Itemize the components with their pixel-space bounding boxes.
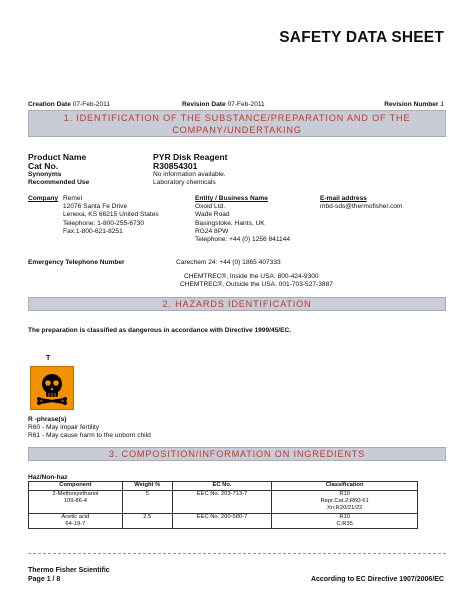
composition-table	[28, 481, 418, 529]
skull-crossbones-icon	[30, 366, 74, 410]
component-name: Acetic acid	[61, 513, 90, 520]
footer-directive: According to EC Directive 1907/2006/EC	[310, 576, 444, 583]
rphrase-item: R61 - May cause harm to the unborn child	[28, 432, 151, 439]
footer-page-label: Page	[28, 576, 45, 583]
ec-cell: EEC No. 203-713-7	[172, 491, 272, 514]
section-1-title-line2: COMPANY/UNDERTAKING	[172, 125, 302, 135]
column-header: Weight %	[122, 482, 172, 491]
entity-line: Basingstoke, Hants, UK	[195, 219, 265, 227]
footer-company: Thermo Fisher Scientific	[28, 567, 110, 574]
recommended-use-value: Laboratory chemicals	[153, 179, 216, 186]
recommended-use-label: Recommended Use	[28, 179, 90, 186]
cat-no-label: Cat No.	[28, 161, 59, 171]
entity-block	[195, 195, 290, 244]
entity-header: Entity / Business Name	[195, 195, 268, 202]
rphrase-item: R60 - May impair fertility	[28, 424, 100, 431]
classification-line: R10	[339, 491, 350, 497]
footer-page	[28, 576, 60, 585]
product-name-value: PYR Disk Reagent	[153, 152, 228, 162]
emergency-line: CHEMTREC®, Inside the USA: 800-424-9300	[184, 273, 319, 280]
component-cell	[29, 491, 123, 514]
composition-subheading: Haz/Non-haz	[28, 474, 68, 481]
section-3-header	[28, 447, 446, 461]
table-header-row	[29, 482, 418, 491]
section-1-header	[28, 110, 446, 137]
column-header: Component	[29, 482, 123, 491]
company-line: Telephone: 1-800-255-6730	[63, 219, 145, 227]
emergency-line: Carechem 24: +44 (0) 1865 407333	[176, 259, 281, 266]
section-2-title: 2. HAZARDS IDENTIFICATION	[162, 299, 312, 309]
weight-cell: 5	[122, 491, 172, 514]
classification-cell	[272, 491, 418, 514]
company-line: Fax:1-800-621-8251	[63, 227, 123, 235]
section-1-title-line1: 1. IDENTIFICATION OF THE SUBSTANCE/PREPARATION AND OF THE	[63, 113, 411, 123]
column-header: EC No.	[172, 482, 272, 491]
section-2-header	[28, 297, 446, 311]
revision-number-value: 1	[440, 101, 444, 108]
company-address	[63, 195, 159, 236]
creation-date-value: 07-Feb-2011	[72, 101, 110, 108]
entity-line: Telephone: +44 (0) 1256 841144	[195, 236, 291, 244]
creation-date	[28, 101, 110, 109]
rphrases-label: R -phrase(s)	[28, 416, 67, 423]
column-header: Classification	[272, 482, 418, 491]
company-line: 12076 Santa Fe Drive	[63, 203, 128, 211]
entity-line: Oxoid Ltd.	[195, 203, 226, 211]
table-row	[29, 491, 418, 514]
company-line: Lenexa, KS 66215 United States	[63, 211, 159, 219]
email-value: mbd-sds@thermofisher.com	[320, 203, 403, 211]
email-block	[320, 195, 403, 211]
weight-cell: 2.5	[122, 513, 172, 528]
component-name: 2-Methoxyethanol	[52, 491, 99, 497]
revision-date-label: Revision Date	[182, 101, 226, 108]
classification-line: C;R35	[336, 520, 353, 527]
revision-date	[182, 101, 265, 109]
footer-divider	[28, 553, 446, 554]
revision-number	[384, 101, 444, 109]
synonyms-value: No information available.	[153, 171, 226, 178]
synonyms-label: Synonyms	[28, 171, 62, 178]
table-row	[29, 513, 418, 528]
cat-no-value: R30854301	[153, 161, 198, 171]
section-3-title: 3. COMPOSITION/INFORMATION ON INGREDIENTS	[108, 449, 366, 459]
hazard-symbol-letter: T	[46, 355, 51, 362]
component-cell	[29, 513, 123, 528]
document-title: SAFETY DATA SHEET	[279, 29, 444, 46]
product-name-label: Product Name	[28, 152, 87, 162]
classification-line: Xn;R20/21/22	[326, 505, 363, 512]
company-label: Company	[28, 195, 59, 202]
company-line: Remel	[63, 195, 83, 202]
classification-line: R10	[339, 513, 350, 520]
entity-line: RG24 8PW	[195, 227, 229, 235]
classification-cell	[272, 513, 418, 528]
creation-date-label: Creation Date	[28, 101, 71, 108]
component-cas: 109-86-4	[63, 498, 87, 505]
component-cas: 64-19-7	[65, 520, 86, 527]
footer-page-value: 1 / 8	[46, 576, 61, 583]
revision-date-value: 07-Feb-2011	[227, 101, 265, 108]
classification-statement: The preparation is classified as dangerous in accordance with Directive 1999/45/EC.	[28, 327, 292, 334]
email-header: E-mail address	[320, 195, 367, 202]
classification-line: Repr.Cat.2;R60-61	[320, 498, 369, 505]
ec-cell: EEC No. 200-580-7	[172, 513, 272, 528]
emergency-line: CHEMTREC®, Outside the USA: 001-703-527-3887	[180, 281, 333, 288]
revision-number-label: Revision Number	[384, 101, 439, 108]
emergency-label: Emergency Telephone Number	[28, 259, 125, 266]
entity-line: Wade Road	[195, 211, 230, 219]
